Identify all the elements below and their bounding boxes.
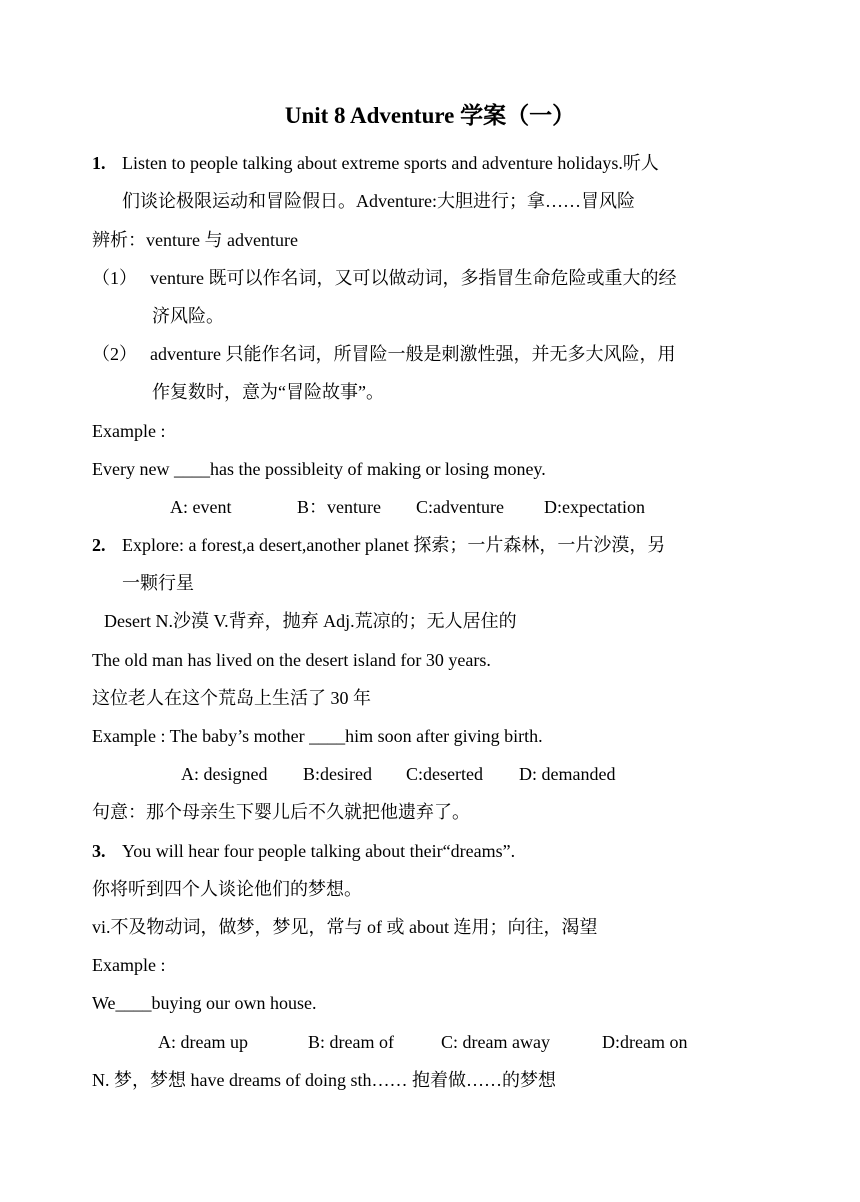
- section-2-line-2: 一颗行星: [122, 573, 194, 593]
- example-label-1: Example :: [92, 421, 166, 441]
- section-1-number: 1.: [92, 153, 106, 173]
- option-3c: C: dream away: [441, 1032, 550, 1052]
- options-3: [158, 1030, 687, 1054]
- point-1-tag: （1）: [92, 268, 137, 288]
- option-1c: C:adventure: [416, 497, 504, 517]
- desert-sentence-cn: 这位老人在这个荒岛上生活了 30 年: [92, 688, 371, 708]
- noun-definition: N. 梦，梦想 have dreams of doing sth…… 抱着做……的梦想: [92, 1070, 556, 1090]
- option-3a: A: dream up: [158, 1032, 248, 1052]
- point-2-line-1: [92, 342, 675, 366]
- point-1-line-2: 济风险。: [152, 306, 224, 326]
- sentence-meaning: 句意：那个母亲生下婴儿后不久就把他遗弃了。: [92, 802, 470, 822]
- section-2-number: 2.: [92, 535, 106, 555]
- analysis-heading: 辨析：venture 与 adventure: [92, 230, 298, 250]
- section-1-line-1: [92, 151, 659, 175]
- options-2: [181, 762, 615, 786]
- point-2-line-2: 作复数时，意为“冒险故事”。: [152, 382, 384, 402]
- desert-definition: Desert N.沙漠 V.背弃，抛弃 Adj.荒凉的；无人居住的: [104, 611, 517, 631]
- example-label-3: Example :: [92, 955, 166, 975]
- section-3-text: You will hear four people talking about their“dreams”.: [122, 841, 516, 861]
- option-3b: B: dream of: [308, 1032, 394, 1052]
- section-3-line-1: [92, 839, 515, 863]
- option-1b: B：venture: [297, 497, 381, 517]
- example-sentence-1: Every new ____has the possibleity of making or losing money.: [92, 459, 546, 479]
- point-1-text: venture 既可以作名词，又可以做动词，多指冒生命危险或重大的经: [150, 268, 677, 288]
- section-2-line-1: [92, 533, 665, 557]
- section-1-text: Listen to people talking about extreme sports and adventure holidays.听人: [122, 153, 659, 173]
- desert-sentence-en: The old man has lived on the desert island for 30 years.: [92, 650, 491, 670]
- example-sentence-3: We____buying our own house.: [92, 993, 317, 1013]
- option-2c: C:deserted: [406, 764, 483, 784]
- option-1a: A: event: [170, 497, 232, 517]
- vi-definition: vi.不及物动词，做梦，梦见，常与 of 或 about 连用；向往，渴望: [92, 917, 598, 937]
- section-1-line-2: 们谈论极限运动和冒险假日。Adventure:大胆进行；拿……冒风险: [122, 191, 635, 211]
- page-title: Unit 8 Adventure 学案（一）: [284, 103, 576, 128]
- point-2-tag: （2）: [92, 344, 137, 364]
- option-3d: D:dream on: [602, 1032, 688, 1052]
- option-2a: A: designed: [181, 764, 268, 784]
- point-1-line-1: [92, 266, 676, 290]
- option-1d: D:expectation: [544, 497, 645, 517]
- section-2-text: Explore: a forest,a desert,another planet 探索；一片森林，一片沙漠，另: [122, 535, 666, 555]
- section-3-line-2: 你将听到四个人谈论他们的梦想。: [92, 879, 362, 899]
- option-2b: B:desired: [303, 764, 372, 784]
- options-1: [170, 495, 645, 519]
- section-3-number: 3.: [92, 841, 106, 861]
- point-2-text: adventure 只能作名词，所冒险一般是刺激性强，并无多大风险，用: [150, 344, 676, 364]
- example-sentence-2: Example : The baby’s mother ____him soon after giving birth.: [92, 726, 543, 746]
- option-2d: D: demanded: [519, 764, 616, 784]
